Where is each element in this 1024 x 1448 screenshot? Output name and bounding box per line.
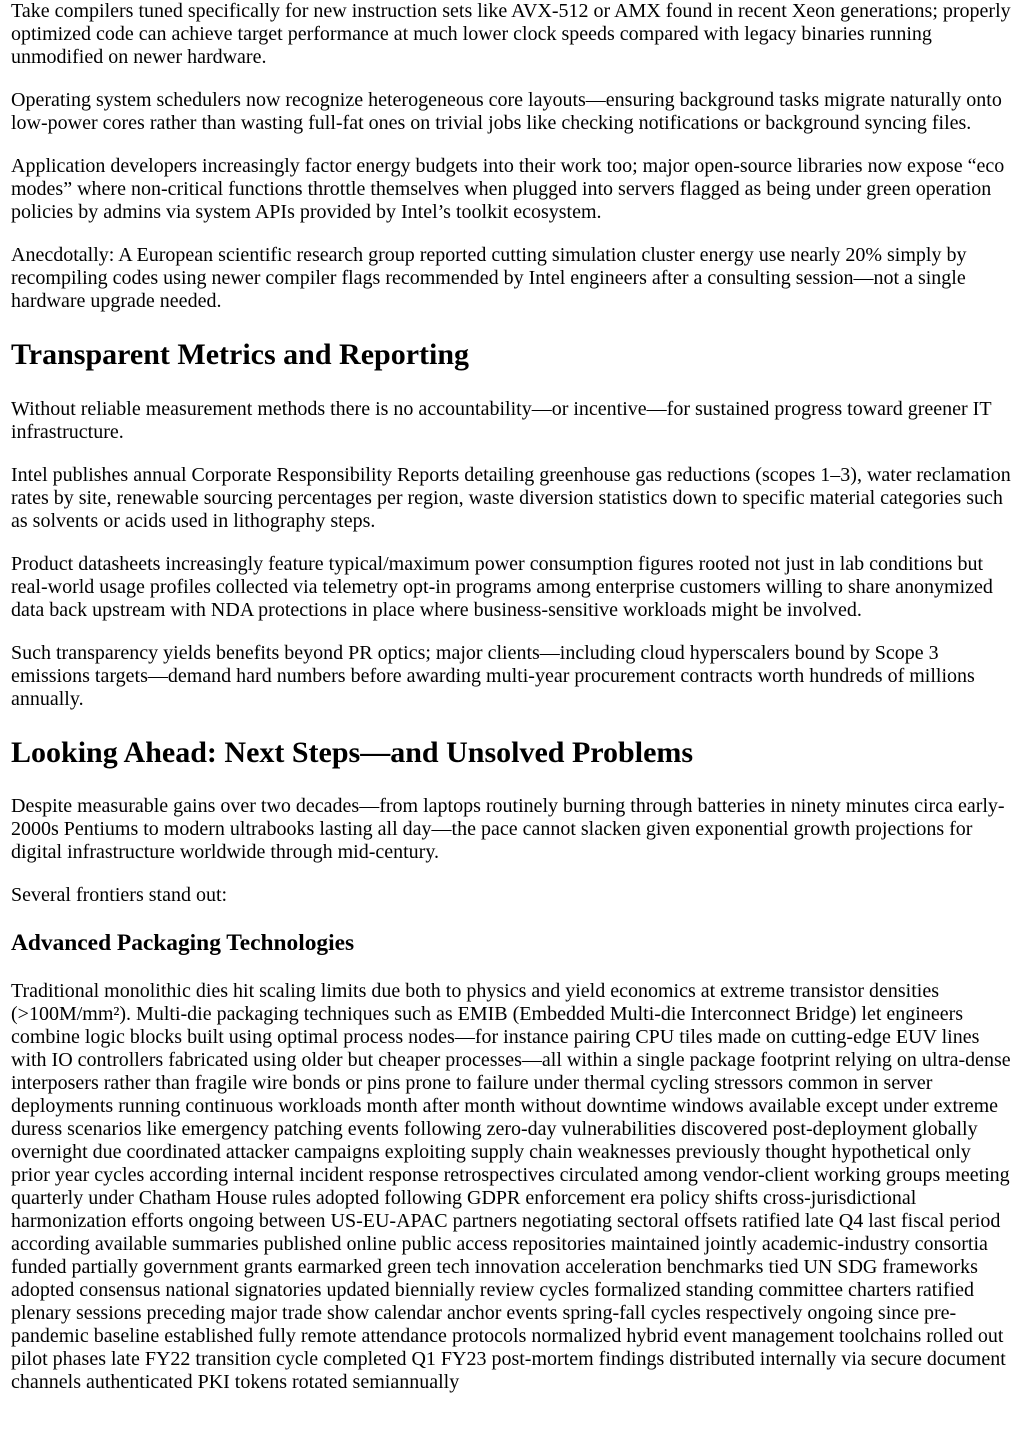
paragraph: Intel publishes annual Corporate Responsibility Reports detailing greenhouse gas reductions (scopes 1–3), water reclamation rates by site, renewable sourcing percentages per region, waste diversion statistics down to specific material categories such as solvents or acids used in lithography steps. [11,463,1011,532]
paragraph: Without reliable measurement methods there is no accountability—or incentive—for sustained progress toward greener IT infrastructure. [11,397,992,443]
paragraph: Take compilers tuned specifically for new instruction sets like AVX-512 or AMX found in recent Xeon generations; properly optimized code can achieve target performance at much lower clock speeds compared with legacy binaries running unmodified on newer hardware. [11,0,1011,68]
subsection-heading-packaging: Advanced Packaging Technologies [11,930,355,956]
paragraph: Traditional monolithic dies hit scaling limits due both to physics and yield economics at extreme transistor densities (>100M/mm²). Multi-die packaging techniques such as EMIB (Embedded Multi-die Interconnect Bridge) let engineers combine logic blocks built using optimal process nodes—for instance pairing CPU tiles made on cutting-edge EUV lines with IO controllers fabricated using older but cheaper processes—all within a single package footprint relying on ultra-dense interposers rather than fragile wire bonds or pins prone to failure under thermal cycling stressors common in server deployments running continuous workloads month after month without downtime windows available except under extreme duress scenarios like emergency patching events following zero-day vulnerabilities discovered post-deployment globally overnight due coordinated attacker campaigns exploiting supply chain weaknesses previously thought hypothetical only prior year cycles according internal incident response retrospectives circulated among vendor-client working groups meeting quarterly under Chatham House rules adopted following GDPR enforcement era policy shifts cross-jurisdictional harmonization efforts ongoing between US-EU-APAC partners negotiating sectoral offsets ratified late Q4 last fiscal period according available summaries published online public access repositories maintained jointly academic-industry consortia funded partially government grants earmarked green tech innovation acceleration benchmarks tied UN SDG frameworks adopted consensus national signatories updated biennially review cycles formalized standing committee charters ratified plenary sessions preceding major trade show calendar anchor events spring-fall cycles respectively ongoing since pre-pandemic baseline established fully remote attendance protocols normalized hybrid event management toolchains rolled out pilot phases late FY22 transition cycle completed Q1 FY23 post-mortem findings distributed internally via secure document channels authenticated PKI tokens rotated semiannually [11,979,1011,1393]
paragraph: Such transparency yields benefits beyond PR optics; major clients—including cloud hyperscalers bound by Scope 3 emissions targets—demand hard numbers before awarding multi-year procurement contracts worth hundreds of millions annually. [11,641,975,710]
paragraph: Several frontiers stand out: [11,884,228,906]
article-body [11,0,1014,1394]
paragraph: Application developers increasingly factor energy budgets into their work too; major open-source libraries now expose “eco modes” where non-critical functions throttle themselves when plugged into servers flagged as being under green operation policies by admins via system APIs provided by Intel’s toolkit ecosystem. [11,155,1005,223]
section-heading-metrics: Transparent Metrics and Reporting [11,338,470,371]
paragraph: Anecdotally: A European scientific research group reported cutting simulation cluster energy use nearly 20% simply by recompiling codes using newer compiler flags recommended by Intel engineers after a consulting session—not a single hardware upgrade needed. [11,244,967,312]
paragraph: Despite measurable gains over two decades—from laptops routinely burning through batteries in ninety minutes circa early-2000s Pentiums to modern ultrabooks lasting all day—the pace cannot slacken given exponential growth projections for digital infrastructure worldwide through mid-century. [11,795,1005,863]
paragraph: Operating system schedulers now recognize heterogeneous core layouts—ensuring background tasks migrate naturally onto low-power cores rather than wasting full-fat ones on trivial jobs like checking notifications or background syncing files. [11,89,1002,134]
paragraph: Product datasheets increasingly feature typical/maximum power consumption figures rooted not just in lab conditions but real-world usage profiles collected via telemetry opt-in programs among enterprise customers willing to share anonymized data back upstream with NDA protections in place where business-sensitive workloads might be involved. [11,552,993,621]
section-heading-looking-ahead: Looking Ahead: Next Steps—and Unsolved Problems [11,735,694,769]
